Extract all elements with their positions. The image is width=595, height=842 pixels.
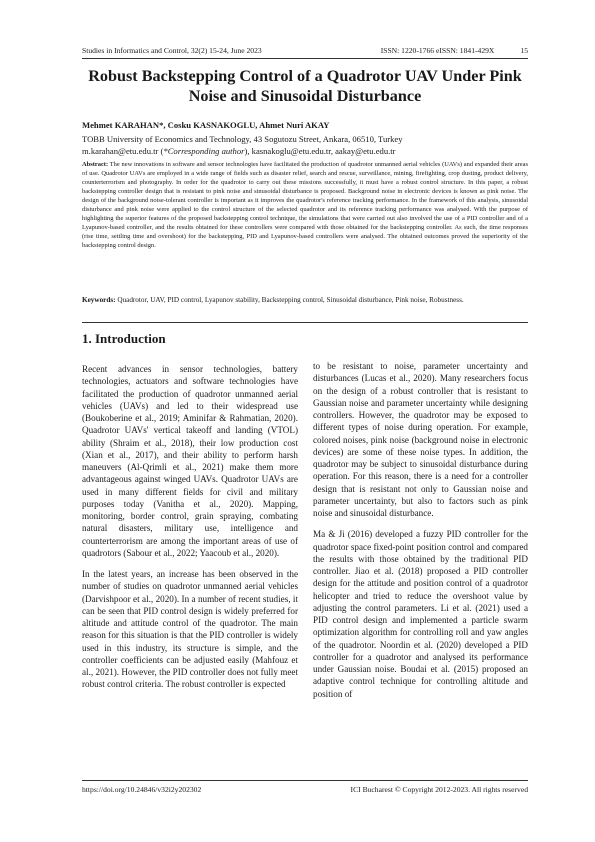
copyright-notice: ICI Bucharest © Copyright 2012-2023. All rights reserved (350, 785, 528, 794)
keywords (82, 296, 528, 306)
corresponding-note: *Corresponding author (163, 145, 245, 156)
coauthor-emails: ), kasnakoglu@etu.edu.tr, aakay@etu.edu.tr (244, 145, 396, 156)
abstract (82, 161, 528, 251)
paragraph: Recent advances in sensor technologies, battery technologies, actuators and software technologies have facilitated the production of quadrotor unmanned aerial vehicles (UAVs) and led to their widespread use (Boukoberine et al., 2019; Aminifar & Rahmatian, 2020). Quadrotor UAVs' vertical takeoff and landing (VTOL) ability (Shraim et al., 2018), their low production cost (Xian et al., 2017), and their ability to perform harsh maneuvers (Al-Qrimli et al., 2021) make them more advantageous against winged UAVs. Quadrotor UAVs are used in many different fields for civil and military purposes today (Vanitha et al., 2020). Mapping, monitoring, border control, grain spraying, combating natural disasters, military use, intelligence and counterterrorism are among the important areas of use of quadrotors (Sabour et al., 2022; Yaacoub et al., 2020). (82, 364, 298, 558)
abstract-text: The new innovations in software and sensor technologies have facilitated the production of quadrotor unmanned aerial vehicles (UAVs) and expanded their areas of use. Quadrotor UAVs are employed in a wide range of fields such as disaster relief, search and rescue, surveillance, mining, firefighting, crop dusting, product delivery, counterterrorism and photography. In order for the quadrotor to carry out these missions successfully, it must have a robust control structure. In this paper, a robust backstepping controller design that is resistant to pink noise and sinusoidal disturbance is proposed. Background noise in electronic devices is known as pink noise. The design of the background noise-tolerant controller is important as it improves the quadrotor's reference tracking performance. In the framework of this analysis, sinusoidal disturbance and pink noise were applied to the control structure of the selected quadrotor and its reference tracking performance was analysed. With the purpose of highlighting the superior features of the proposed backstepping control technique, the simulations that were carried out also involved the use of a PID controller and of a Lyapunov-based controller, and the results obtained for these controllers were compared with those obtained for the backstepping controller. As such, the time responses (rise time, settling time and overshoot) for the backstepping, PID and Lyapunov-based controllers were analysed. The obtained outcomes proved the superiority of the backstepping control design. (82, 161, 528, 249)
abstract-label: Abstract: (82, 161, 109, 168)
author-list: Mehmet KARAHAN*, Cosku KASNAKOGLU, Ahmet Nuri AKAY (82, 120, 330, 130)
paper-title: Robust Backstepping Control of a Quadrotor UAV Under Pink Noise and Sinusoidal Disturbance (88, 67, 522, 105)
paragraph: Ma & Ji (2016) developed a fuzzy PID controller for the quadrotor space fixed-point position control and compared the results with those obtained by the traditional PID controller. Jiao et al. (2018) proposed a PID controller design for the attitude and position control of a quadrotor helicopter and tried to reduce the overshoot value by adjusting the control parameters. Li et al. (2021) used a PID control design and implemented a particle swarm optimization algorithm for controlling roll and yaw angles of the quadrotor. Noordin et al. (2020) developed a PID controller for a quadrotor and analysed its performance under Gaussian noise. Boudai et al. (2015) proposed an adaptive control technique for controlling altitude and position of (313, 529, 528, 699)
running-header (82, 44, 528, 56)
right-column (313, 360, 528, 709)
journal-citation: Studies in Informatics and Control, 32(2) 15-24, June 2023 (82, 45, 262, 55)
footer-divider (82, 780, 528, 781)
keywords-label: Keywords: (82, 296, 116, 304)
keywords-text: Quadrotor, UAV, PID control, Lyapunov stability, Backstepping control, Sinusoidal disturbance, Pink noise, Robustness. (115, 296, 464, 304)
affiliation-address: TOBB University of Economics and Technology, 43 Sogutozu Street, Ankara, 06510, Turkey (82, 134, 403, 144)
header-divider (82, 58, 528, 59)
paragraph: In the latest years, an increase has been observed in the number of studies on quadrotor unmanned aerial vehicles (Darvishpoor et al., 2020). In a number of recent studies, it can be seen that PID control design is widely preferred for altitude and attitude control of the quadrotor. The main reason for this situation is that the PID controller is widely used in this industry, its structure is simple, and the controller coefficients can be adjusted easily (Mahfouz et al., 2021). However, the PID controller does not fully meet robust control criteria. The robust controller is expected (82, 569, 298, 690)
issn: ISSN: 1220-1766 eISSN: 1841-429X (380, 45, 495, 55)
contact-emails (82, 146, 528, 158)
page-number: 15 (520, 45, 528, 55)
paragraph: to be resistant to noise, parameter uncertainty and disturbances (Lucas et al., 2020). Many researchers focus on the design of a robust controller that is resistant to Gaussian noise and parameter uncertainty while designing controllers. However, the quadrotor may be exposed to different types of noise during operation. For example, colored noises, pink noise (background noise in electronic devices) are some of these noise types. In addition, the quadrotor may be subject to sinusoidal disturbance during operation. For this reason, there is a need for a controller design that is resistant not only to Gaussian noise and parameter uncertainty, but also to factors such as pink noise and sinusoidal disturbance. (313, 361, 528, 518)
affiliation (82, 134, 528, 157)
doi-link[interactable]: https://doi.org/10.24846/v32i2y202302 (82, 785, 202, 794)
keywords-divider (82, 322, 528, 323)
page-footer (82, 785, 528, 794)
left-column (82, 363, 298, 700)
author-email: m.karahan@etu.edu.tr ( (82, 145, 164, 156)
section-heading: 1. Introduction (82, 331, 166, 346)
